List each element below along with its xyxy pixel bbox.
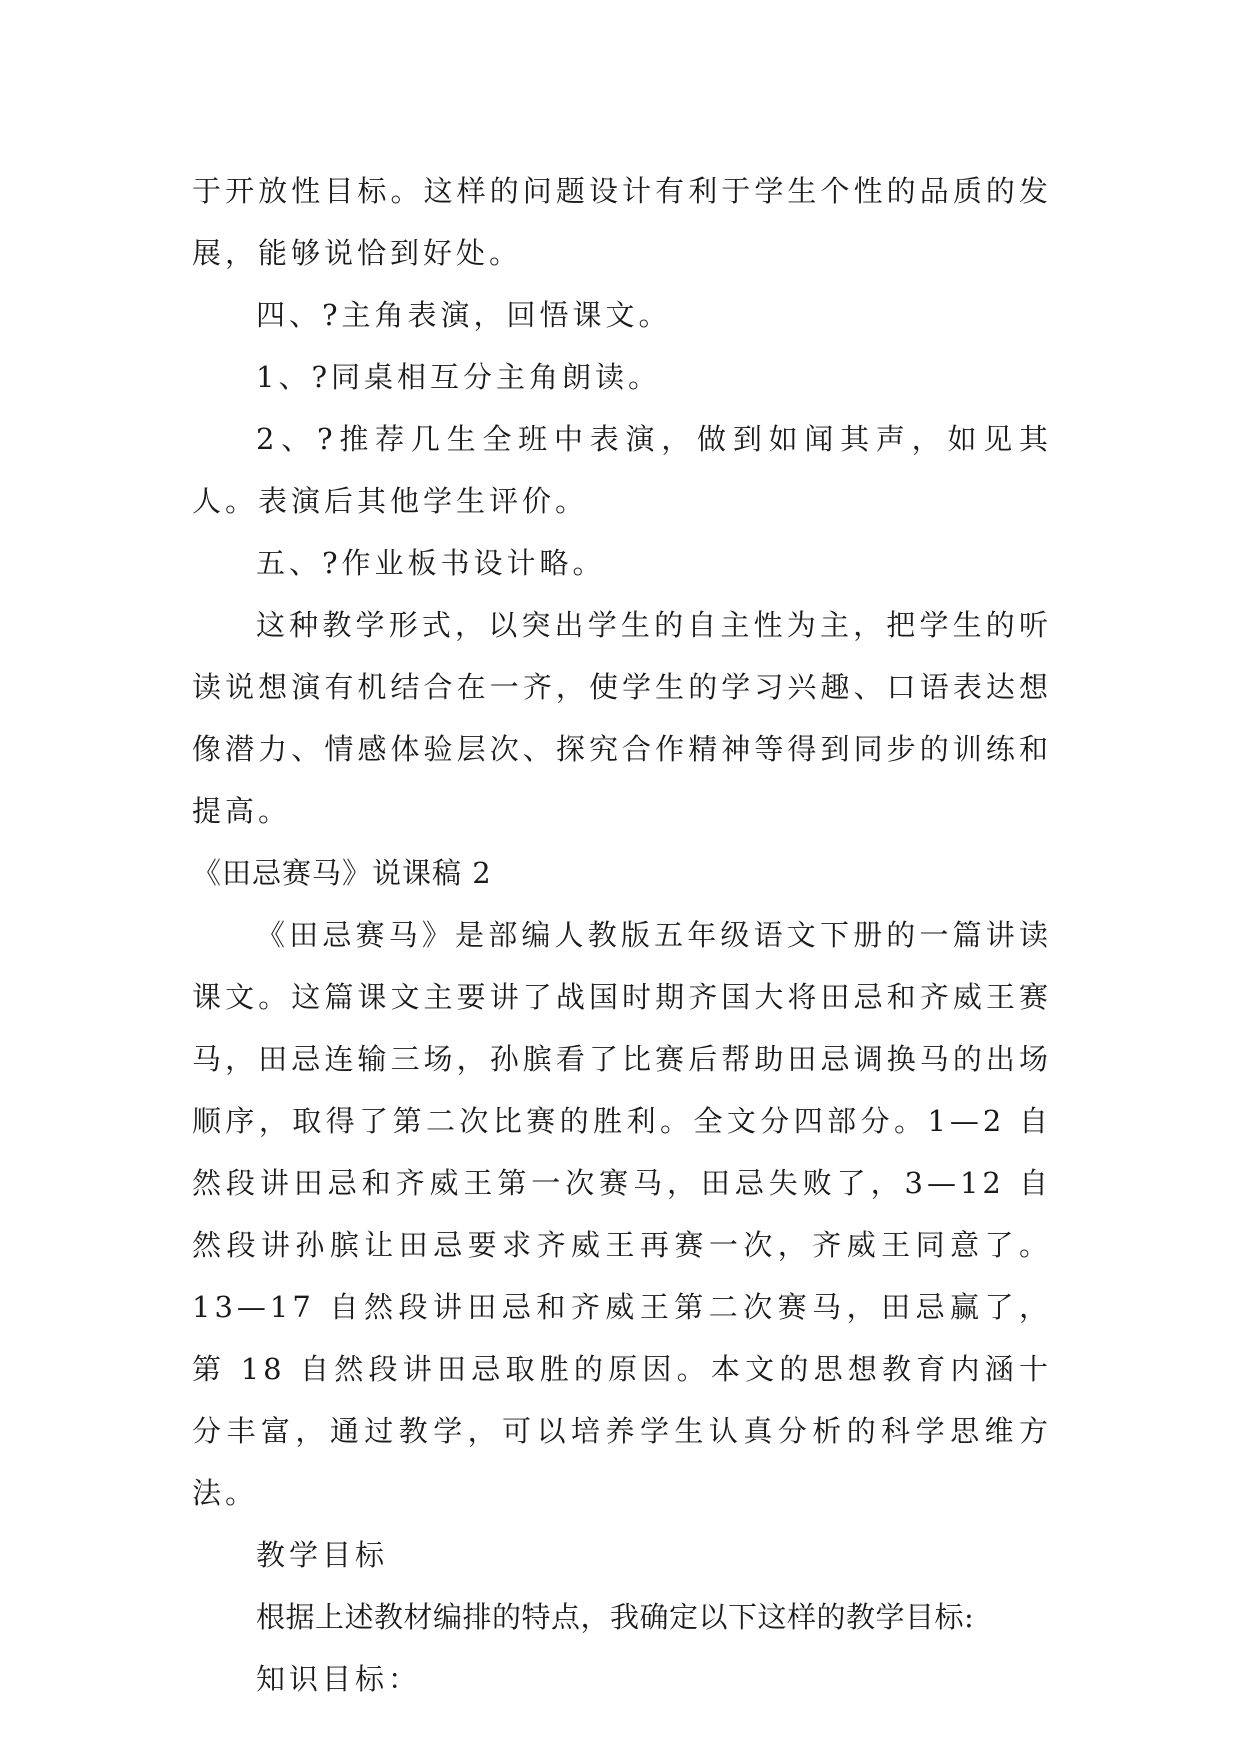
section-heading: 《田忌赛马》说课稿 2 [192,856,492,890]
paragraph-goals-intro: 根据上述教材编排的特点，我确定以下这样的教学目标: [256,1600,975,1634]
paragraph-textbook-analysis: 《田忌赛马》是部编人教版五年级语文下册的一篇讲读课文。这篇课文主要讲了战国时期齐国大将田忌和齐威王赛马，田忌连输三场，孙膑看了比赛后帮助田忌调换马的出场顺序，取得了第二次比赛的胜利。全文分四部分。1—2 自然段讲田忌和齐威王第一次赛马，田忌失败了，3—12 自然段讲孙膑让田忌要求齐威王再赛一次，齐威王同意了。13—17 自然段讲田忌和齐威王第二次赛马，田忌赢了，第 18 自然段讲田忌取胜的原因。本文的思想教育内涵十分丰富，通过教学，可以培养学生认真分析的科学思维方法。 [192,918,1052,1510]
document-body [192,160,1052,1710]
paragraph-step-four: 四、?主角表演，回悟课文。 [256,298,672,332]
paragraph-teaching-form-summary: 这种教学形式，以突出学生的自主性为主，把学生的听读说想演有机结合在一齐，使学生的学习兴趣、口语表达想像潜力、情感体验层次、探究合作精神等得到同步的训练和提高。 [192,608,1052,828]
subheading-knowledge-goals: 知识目标： [256,1662,422,1696]
paragraph-step-four-item-1: 1、?同桌相互分主角朗读。 [256,360,661,394]
paragraph-open-goal-continuation: 于开放性目标。这样的问题设计有利于学生个性的品质的发展，能够说恰到好处。 [192,174,1052,270]
subheading-teaching-goals: 教学目标 [256,1538,389,1572]
paragraph-step-four-item-2: 2、?推荐几生全班中表演，做到如闻其声，如见其人。表演后其他学生评价。 [192,422,1052,518]
paragraph-step-five: 五、?作业板书设计略。 [256,546,606,580]
